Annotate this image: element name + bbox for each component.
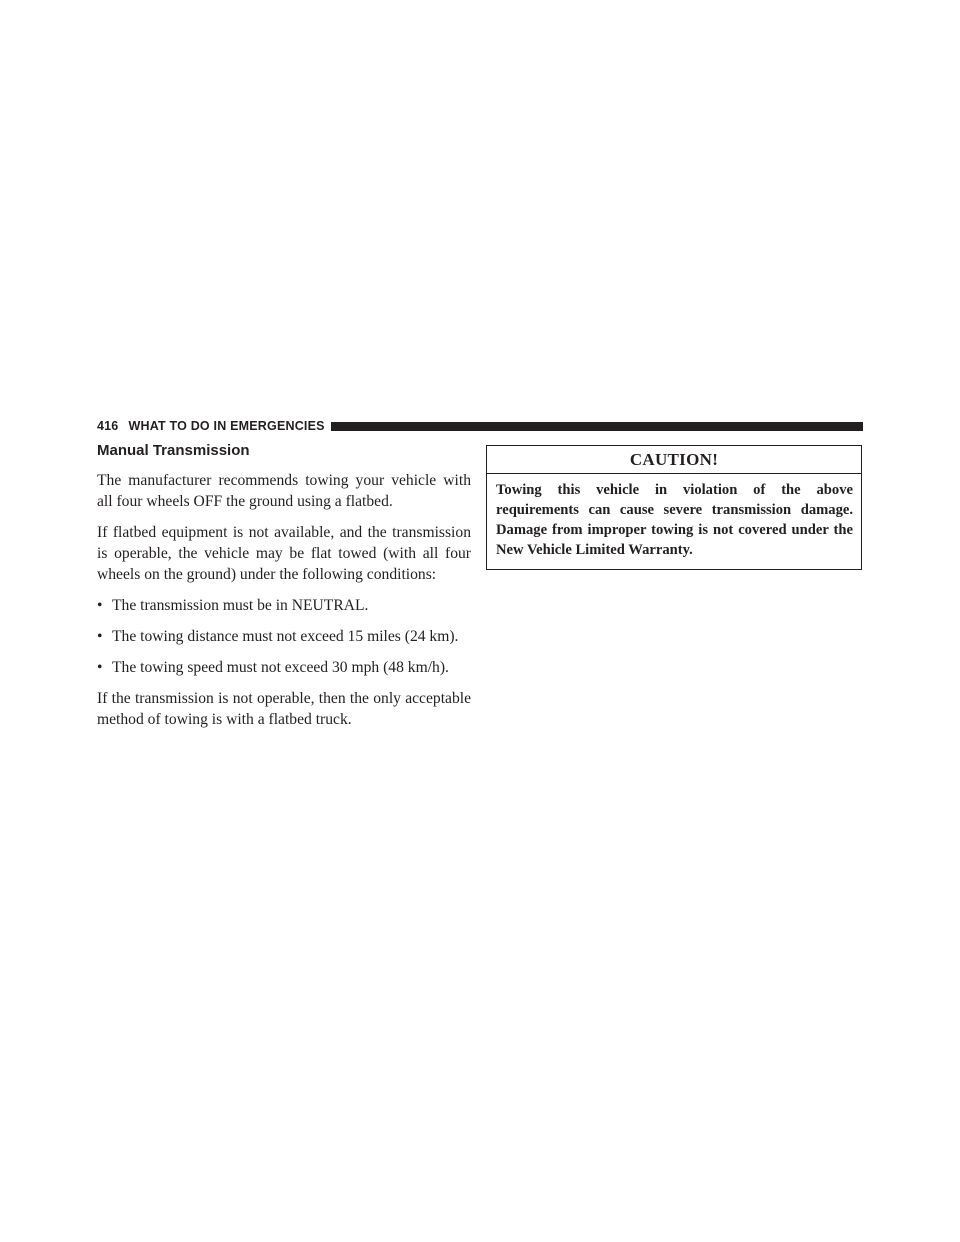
left-column xyxy=(97,442,471,740)
caution-box xyxy=(486,445,862,570)
conditions-list xyxy=(97,595,471,678)
page-number: 416 xyxy=(97,419,119,433)
list-item xyxy=(97,595,471,616)
bullet-icon: • xyxy=(97,659,103,676)
caution-body: Towing this vehicle in violation of the above requirements can cause severe transmission damage. Damage from improper towing is not covered under the New Vehicle Limited Warranty. xyxy=(496,482,853,558)
bullet-icon: • xyxy=(97,597,103,614)
list-item xyxy=(97,626,471,647)
header-rule xyxy=(331,422,863,431)
caution-title: CAUTION! xyxy=(487,446,861,474)
list-item-text: The towing speed must not exceed 30 mph (48 km/h). xyxy=(112,659,449,676)
bullet-icon: • xyxy=(97,628,103,645)
paragraph-flatbed-recommendation: The manufacturer recommends towing your vehicle with all four wheels OFF the ground using a flatbed. xyxy=(97,472,471,510)
list-item-text: The transmission must be in NEUTRAL. xyxy=(112,597,369,614)
paragraph-inoperable-transmission: If the transmission is not operable, then the only acceptable method of towing is with a flatbed truck. xyxy=(97,690,471,728)
list-item-text: The towing distance must not exceed 15 miles (24 km). xyxy=(112,628,459,645)
section-title: WHAT TO DO IN EMERGENCIES xyxy=(128,419,325,433)
list-item xyxy=(97,657,471,678)
paragraph-flat-tow-conditions: If flatbed equipment is not available, and the transmission is operable, the vehicle may be flat towed (with all four wheels on the ground) under the following conditions: xyxy=(97,524,471,583)
page-header xyxy=(97,418,863,434)
subheading-manual-transmission: Manual Transmission xyxy=(97,442,250,459)
